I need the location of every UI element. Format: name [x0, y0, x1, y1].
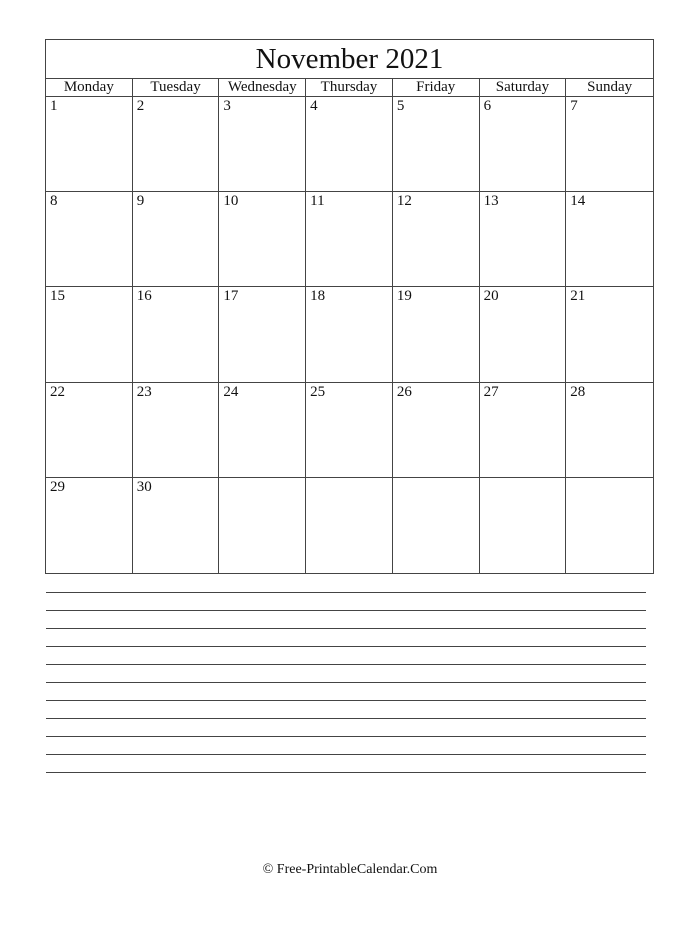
footer-copyright: © Free-PrintableCalendar.Com: [262, 862, 438, 877]
day-number: 11: [310, 193, 325, 210]
note-line: [46, 736, 646, 754]
weekday-monday: Monday: [46, 79, 133, 96]
day-cell: [566, 383, 653, 478]
day-cell: [46, 383, 133, 478]
day-cell: [480, 383, 567, 478]
day-cell: [306, 97, 393, 192]
day-number: 13: [483, 193, 499, 210]
note-line: [46, 700, 646, 718]
day-cell: [566, 478, 653, 573]
weekday-wednesday: Wednesday: [219, 79, 306, 96]
month-title: November 2021: [46, 40, 653, 79]
day-number: 4: [310, 98, 318, 114]
weekday-header-row: [46, 79, 653, 97]
day-number: 7: [570, 98, 578, 114]
day-cell: [46, 192, 133, 287]
note-line: [46, 592, 646, 610]
notes-section: [46, 592, 646, 790]
day-number: 28: [570, 383, 586, 400]
day-number: 17: [223, 288, 239, 305]
note-line: [46, 646, 646, 664]
day-cell: [219, 383, 306, 478]
day-cell: [219, 97, 306, 192]
day-cell: [133, 478, 220, 573]
day-cell: [133, 287, 220, 382]
day-cell: [133, 97, 220, 192]
day-number: 9: [136, 193, 145, 210]
day-number: 22: [50, 383, 65, 400]
weekday-saturday: Saturday: [480, 79, 567, 96]
day-cell: [566, 287, 653, 382]
note-line: [46, 772, 646, 790]
day-cell: [219, 478, 306, 573]
day-number: 3: [223, 98, 231, 114]
day-number: 23: [136, 383, 152, 400]
day-cell: [46, 97, 133, 192]
weekday-thursday: Thursday: [306, 79, 393, 96]
day-cell: [566, 192, 653, 287]
day-cell: [306, 478, 393, 573]
day-grid: [46, 97, 653, 573]
day-cell: [393, 383, 480, 478]
day-number: 19: [396, 288, 412, 305]
day-number: 26: [396, 383, 412, 400]
day-cell: [306, 192, 393, 287]
day-cell: [566, 97, 653, 192]
weekday-friday: Friday: [393, 79, 480, 96]
day-number: 12: [396, 193, 412, 210]
day-number: 25: [310, 383, 326, 400]
day-cell: [480, 192, 567, 287]
day-cell: [46, 287, 133, 382]
note-line: [46, 664, 646, 682]
day-cell: [393, 287, 480, 382]
day-cell: [133, 192, 220, 287]
day-number: 18: [310, 288, 326, 305]
day-cell: [46, 478, 133, 573]
day-number: 5: [396, 98, 405, 114]
day-cell: [480, 287, 567, 382]
note-line: [46, 628, 646, 646]
day-number: 30: [136, 478, 152, 495]
note-line: [46, 718, 646, 736]
day-number: 21: [570, 288, 586, 305]
day-number: 15: [50, 288, 65, 305]
day-number: 27: [483, 383, 499, 400]
day-cell: [306, 287, 393, 382]
note-line: [46, 682, 646, 700]
day-cell: [306, 383, 393, 478]
month-calendar: [45, 39, 654, 574]
day-number: 2: [136, 98, 145, 114]
day-number: 10: [223, 193, 239, 210]
day-number: 16: [136, 288, 152, 305]
note-line: [46, 754, 646, 772]
note-line: [46, 610, 646, 628]
day-number: 8: [50, 193, 58, 210]
day-cell: [480, 97, 567, 192]
day-number: 20: [483, 288, 499, 305]
day-number: 14: [570, 193, 586, 210]
weekday-sunday: Sunday: [587, 79, 633, 95]
weekday-tuesday: Tuesday: [133, 79, 220, 96]
day-cell: [133, 383, 220, 478]
day-cell: [393, 192, 480, 287]
day-number: 29: [50, 478, 65, 495]
day-number: 1: [50, 98, 58, 114]
day-number: 24: [223, 383, 239, 400]
day-cell: [219, 192, 306, 287]
day-cell: [480, 478, 567, 573]
day-cell: [393, 478, 480, 573]
day-number: 6: [483, 98, 492, 114]
day-cell: [219, 287, 306, 382]
day-cell: [393, 97, 480, 192]
